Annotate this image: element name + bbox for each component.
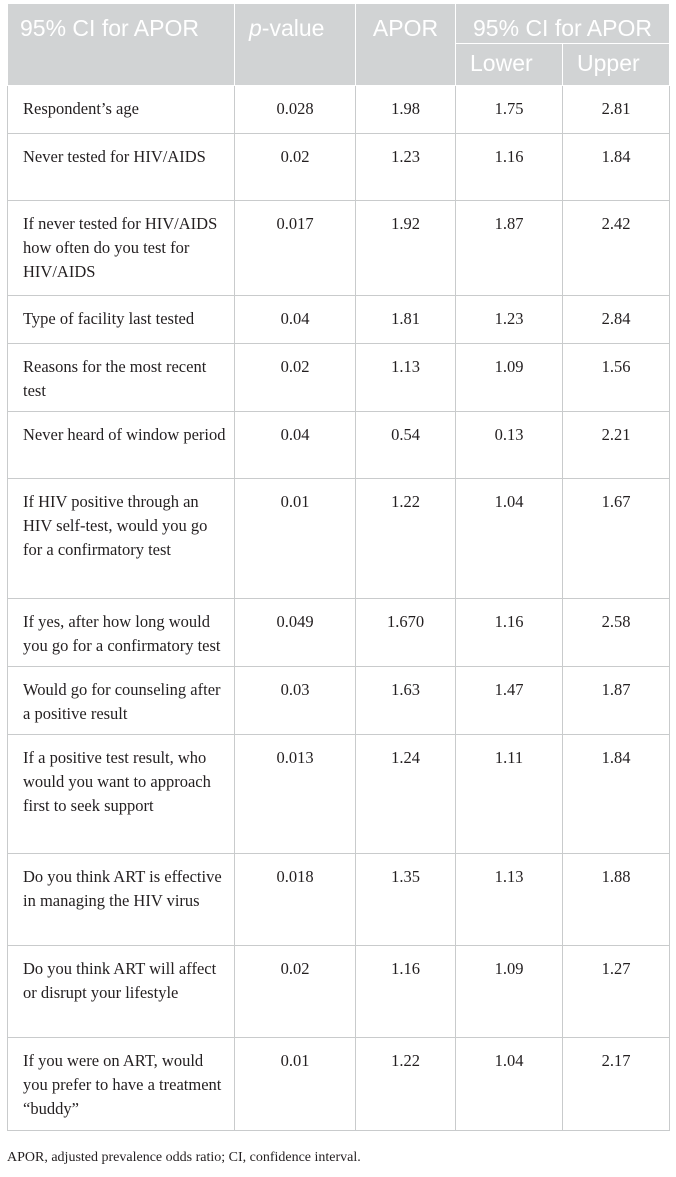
- table-row: [8, 735, 670, 854]
- row-label: Respondent’s age: [8, 86, 235, 134]
- row-ci-upper: 2.58: [563, 599, 670, 667]
- row-p-value: 0.04: [235, 296, 356, 344]
- row-label: Never heard of window period: [8, 412, 235, 479]
- table-row: [8, 854, 670, 946]
- header-upper: Upper: [563, 44, 670, 86]
- row-ci-lower: 1.47: [456, 667, 563, 735]
- row-ci-lower: 1.04: [456, 479, 563, 599]
- row-apor: 1.23: [356, 134, 456, 201]
- row-label: Would go for counseling after a positive result: [8, 667, 235, 735]
- row-ci-upper: 1.84: [563, 134, 670, 201]
- row-ci-upper: 2.17: [563, 1038, 670, 1131]
- header-variable: 95% CI for APOR: [8, 4, 235, 86]
- row-apor: 0.54: [356, 412, 456, 479]
- table-row: [8, 86, 670, 134]
- row-ci-lower: 0.13: [456, 412, 563, 479]
- row-ci-upper: 2.21: [563, 412, 670, 479]
- row-label: Reasons for the most recent test: [8, 344, 235, 412]
- row-label: If you were on ART, would you prefer to have a treatment “buddy”: [8, 1038, 235, 1131]
- row-apor: 1.13: [356, 344, 456, 412]
- row-apor: 1.81: [356, 296, 456, 344]
- table-row: [8, 946, 670, 1038]
- row-label: If never tested for HIV/AIDS how often do you test for HIV/AIDS: [8, 201, 235, 296]
- table-row: [8, 667, 670, 735]
- results-table-container: [7, 3, 669, 1131]
- row-p-value: 0.02: [235, 134, 356, 201]
- table-row: [8, 296, 670, 344]
- row-apor: 1.22: [356, 479, 456, 599]
- header-p-rest: -value: [261, 15, 325, 41]
- row-ci-lower: 1.16: [456, 599, 563, 667]
- row-ci-lower: 1.09: [456, 344, 563, 412]
- row-apor: 1.35: [356, 854, 456, 946]
- row-label: Do you think ART is effective in managing the HIV virus: [8, 854, 235, 946]
- row-p-value: 0.017: [235, 201, 356, 296]
- row-p-value: 0.028: [235, 86, 356, 134]
- row-apor: 1.22: [356, 1038, 456, 1131]
- table-row: [8, 412, 670, 479]
- row-ci-lower: 1.16: [456, 134, 563, 201]
- row-ci-upper: 1.27: [563, 946, 670, 1038]
- header-p-italic: p: [249, 15, 262, 41]
- row-p-value: 0.04: [235, 412, 356, 479]
- results-table: [7, 3, 670, 1131]
- row-p-value: 0.049: [235, 599, 356, 667]
- row-apor: 1.16: [356, 946, 456, 1038]
- row-ci-lower: 1.04: [456, 1038, 563, 1131]
- table-body: [8, 86, 670, 1131]
- row-ci-upper: 1.56: [563, 344, 670, 412]
- table-row: [8, 599, 670, 667]
- row-apor: 1.92: [356, 201, 456, 296]
- header-ci: 95% CI for APOR: [456, 4, 670, 44]
- row-apor: 1.63: [356, 667, 456, 735]
- row-p-value: 0.013: [235, 735, 356, 854]
- row-label: Never tested for HIV/AIDS: [8, 134, 235, 201]
- table-row: [8, 344, 670, 412]
- row-label: If a positive test result, who would you want to approach first to seek support: [8, 735, 235, 854]
- row-ci-lower: 1.09: [456, 946, 563, 1038]
- row-label: If HIV positive through an HIV self-test, would you go for a confirmatory test: [8, 479, 235, 599]
- table-row: [8, 134, 670, 201]
- row-p-value: 0.03: [235, 667, 356, 735]
- row-label: Do you think ART will affect or disrupt your lifestyle: [8, 946, 235, 1038]
- table-row: [8, 479, 670, 599]
- row-ci-upper: 2.42: [563, 201, 670, 296]
- row-ci-lower: 1.75: [456, 86, 563, 134]
- table-header: [8, 4, 670, 86]
- row-apor: 1.24: [356, 735, 456, 854]
- row-label: Type of facility last tested: [8, 296, 235, 344]
- row-ci-upper: 2.81: [563, 86, 670, 134]
- row-p-value: 0.02: [235, 946, 356, 1038]
- row-apor: 1.98: [356, 86, 456, 134]
- row-ci-upper: 1.84: [563, 735, 670, 854]
- table-row: [8, 1038, 670, 1131]
- row-p-value: 0.01: [235, 1038, 356, 1131]
- row-p-value: 0.01: [235, 479, 356, 599]
- row-p-value: 0.018: [235, 854, 356, 946]
- row-label: If yes, after how long would you go for a confirmatory test: [8, 599, 235, 667]
- row-apor: 1.670: [356, 599, 456, 667]
- header-lower: Lower: [456, 44, 563, 86]
- row-ci-lower: 1.13: [456, 854, 563, 946]
- table-footnote: APOR, adjusted prevalence odds ratio; CI, confidence interval.: [7, 1150, 361, 1165]
- row-ci-lower: 1.23: [456, 296, 563, 344]
- row-ci-upper: 1.88: [563, 854, 670, 946]
- row-ci-upper: 1.67: [563, 479, 670, 599]
- row-ci-lower: 1.87: [456, 201, 563, 296]
- header-apor: APOR: [356, 4, 456, 86]
- header-p-value: [235, 4, 356, 86]
- row-ci-upper: 1.87: [563, 667, 670, 735]
- table-row: [8, 201, 670, 296]
- row-ci-lower: 1.11: [456, 735, 563, 854]
- row-p-value: 0.02: [235, 344, 356, 412]
- row-ci-upper: 2.84: [563, 296, 670, 344]
